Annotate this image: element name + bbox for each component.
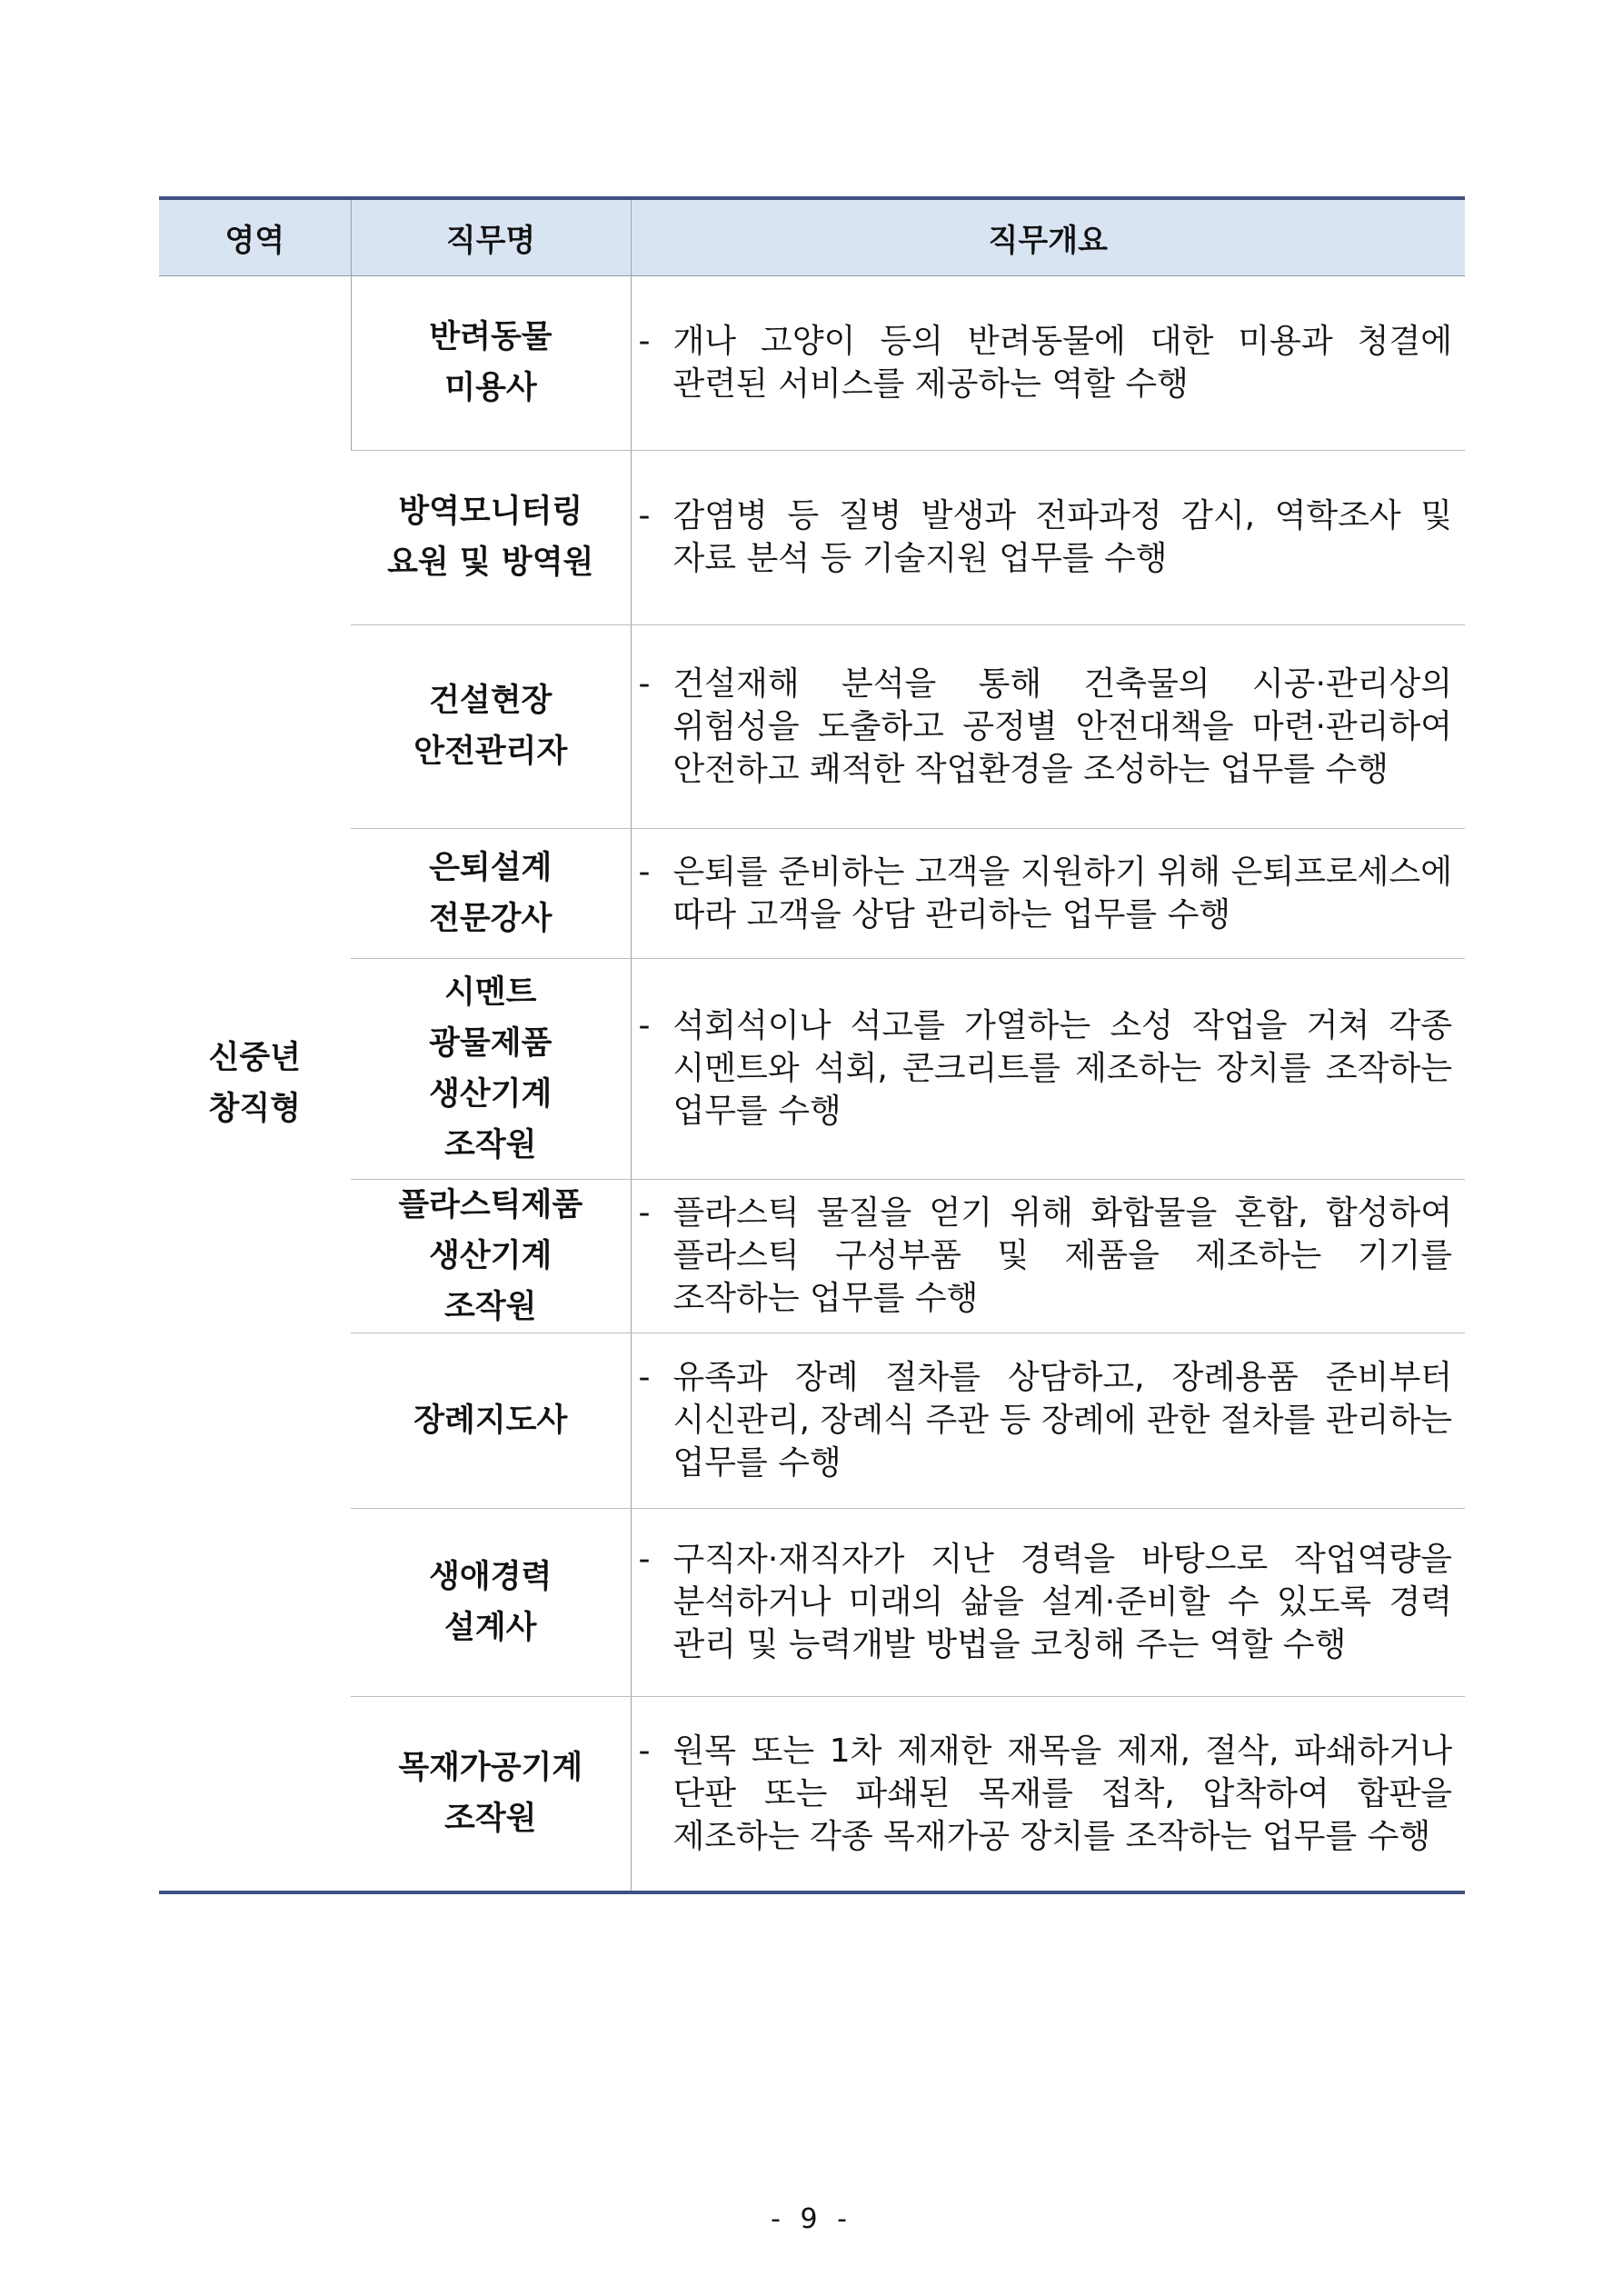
- job-summary-cell: [631, 275, 1465, 450]
- job-summary-text: 석회석이나 석고를 가열하는 소성 작업을 거쳐 각종 시멘트와 석회, 콘크리트를 제조하는 장치를 조작하는 업무를 수행: [672, 1007, 1452, 1130]
- job-summary-cell: [631, 1696, 1465, 1892]
- job-summary-text: 원목 또는 1차 제재한 재목을 제재, 절삭, 파쇄하거나 단판 또는 파쇄된 목재를 접착, 압착하여 합판을 제조하는 각종 목재가공 장치를 조작하는 업무를 수행: [672, 1732, 1452, 1855]
- bullet-dash: -: [638, 1007, 651, 1044]
- job-name-cell: 플라스틱제품 생산기계 조작원: [351, 1179, 631, 1333]
- table-row: [159, 1696, 1465, 1892]
- bullet-dash: -: [638, 1541, 651, 1578]
- job-name-cell: 건설현장 안전관리자: [351, 624, 631, 828]
- job-summary-cell: [631, 450, 1465, 624]
- area-cell: 신중년 창직형: [159, 275, 351, 1892]
- job-name-cell: 반려동물 미용사: [351, 275, 631, 450]
- job-summary-text: 유족과 장례 절차를 상담하고, 장례용품 준비부터 시신관리, 장례식 주관 등 장례에 관한 절차를 관리하는 업무를 수행: [672, 1359, 1452, 1482]
- job-name-cell: 목재가공기계 조작원: [351, 1696, 631, 1892]
- job-name-cell: 시멘트 광물제품 생산기계 조작원: [351, 958, 631, 1179]
- job-table: [159, 196, 1465, 1894]
- table-row: [159, 624, 1465, 828]
- job-name-cell: 생애경력 설계사: [351, 1508, 631, 1696]
- table-row: [159, 958, 1465, 1179]
- table-row: [159, 275, 1465, 450]
- table-row: [159, 1508, 1465, 1696]
- bullet-dash: -: [638, 853, 651, 891]
- bullet-dash: -: [638, 323, 651, 360]
- job-summary-text: 건설재해 분석을 통해 건축물의 시공·관리상의 위험성을 도출하고 공정별 안전대책을 마련·관리하여 안전하고 쾌적한 작업환경을 조성하는 업무를 수행: [672, 664, 1452, 788]
- job-summary-cell: [631, 1333, 1465, 1508]
- bullet-dash: -: [638, 1359, 651, 1396]
- bullet-dash: -: [638, 497, 651, 534]
- header-job-summary: 직무개요: [631, 198, 1465, 275]
- table-row: [159, 1179, 1465, 1333]
- table-row: [159, 828, 1465, 958]
- page-number: - 9 -: [771, 2203, 852, 2235]
- job-summary-text: 개나 고양이 등의 반려동물에 대한 미용과 청결에 관련된 서비스를 제공하는 역할 수행: [672, 323, 1452, 403]
- header-job-name: 직무명: [351, 198, 631, 275]
- job-summary-cell: [631, 958, 1465, 1179]
- job-summary-cell: [631, 828, 1465, 958]
- header-area: 영역: [159, 198, 351, 275]
- job-summary-text: 은퇴를 준비하는 고객을 지원하기 위해 은퇴프로세스에 따라 고객을 상담 관리하는 업무를 수행: [672, 853, 1452, 933]
- bullet-dash: -: [638, 664, 651, 703]
- job-summary-text: 구직자·재직자가 지난 경력을 바탕으로 작업역량을 분석하거나 미래의 삶을 설계·준비할 수 있도록 경력 관리 및 능력개발 방법을 코칭해 주는 역할 수행: [672, 1541, 1452, 1663]
- job-name-cell: 은퇴설계 전문강사: [351, 828, 631, 958]
- job-name-cell: 방역모니터링 요원 및 방역원: [351, 450, 631, 624]
- bullet-dash: -: [638, 1194, 651, 1232]
- table-row: [159, 450, 1465, 624]
- job-summary-text: 감염병 등 질병 발생과 전파과정 감시, 역학조사 및 자료 분석 등 기술지원 업무를 수행: [672, 497, 1452, 577]
- table-row: [159, 1333, 1465, 1508]
- job-summary-cell: [631, 624, 1465, 828]
- job-summary-cell: [631, 1179, 1465, 1333]
- job-summary-cell: [631, 1508, 1465, 1696]
- job-summary-text: 플라스틱 물질을 얻기 위해 화합물을 혼합, 합성하여 플라스틱 구성부품 및 제품을 제조하는 기기를 조작하는 업무를 수행: [672, 1194, 1452, 1317]
- header-row: [159, 198, 1465, 275]
- bullet-dash: -: [638, 1732, 651, 1770]
- job-name-cell: 장례지도사: [351, 1333, 631, 1508]
